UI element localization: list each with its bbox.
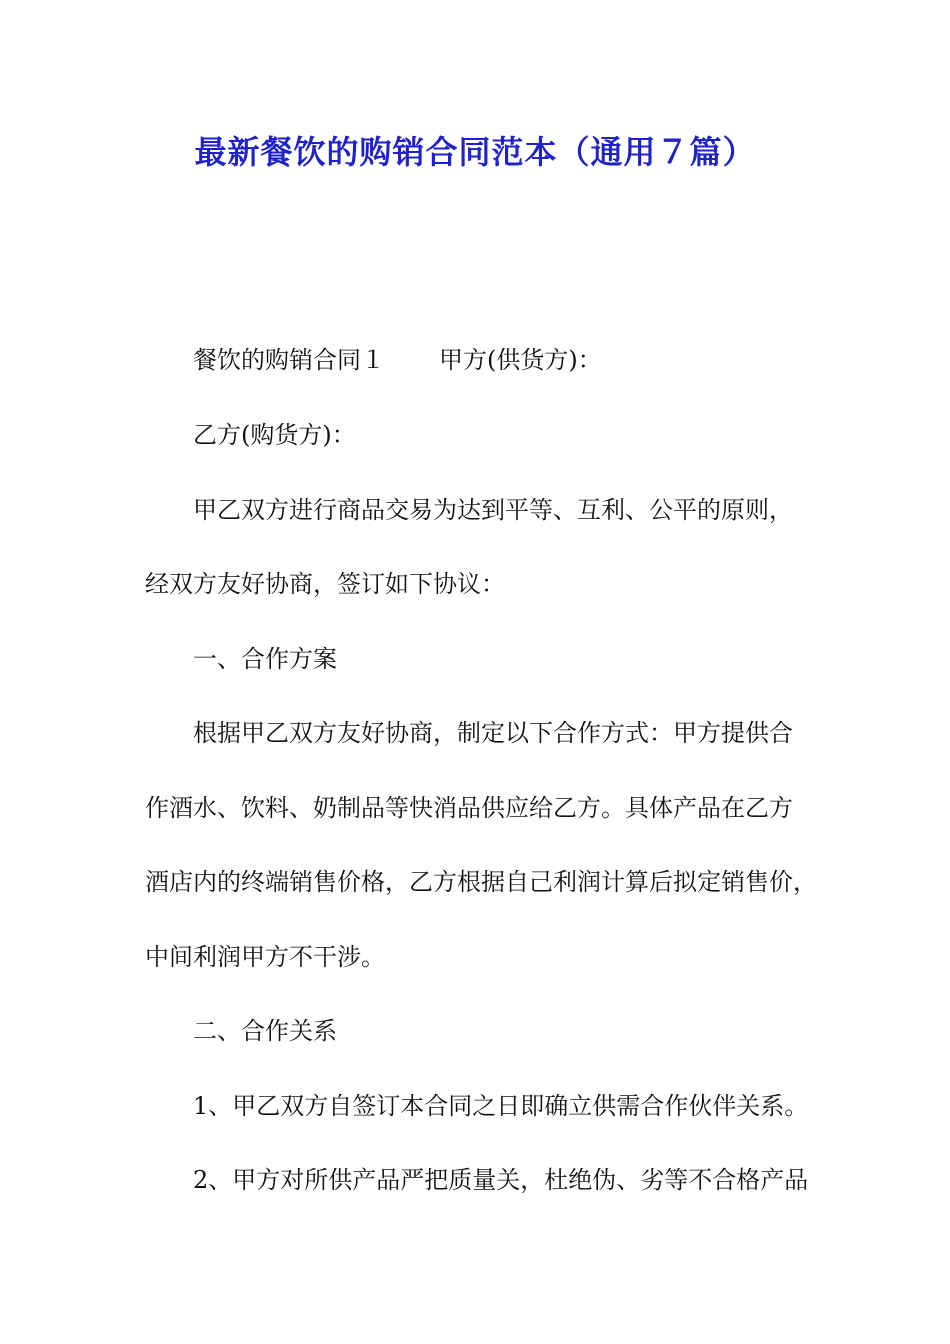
paragraph-line: 根据甲乙双方友好协商，制定以下合作方式：甲方提供合	[193, 719, 793, 747]
paragraph-line: 酒店内的终端销售价格，乙方根据自己利润计算后拟定销售价，	[145, 868, 817, 896]
paragraph-line: 甲乙双方进行商品交易为达到平等、互利、公平的原则，	[193, 496, 793, 524]
party-b-label: 乙方(购货方)：	[193, 421, 356, 449]
document-title: 最新餐饮的购销合同范本（通用７篇）	[194, 133, 756, 171]
section-heading: 二、合作关系	[193, 1017, 337, 1045]
paragraph-line: 经双方友好协商，签订如下协议：	[145, 570, 505, 598]
clause-line: 1、甲乙双方自签订本合同之日即确立供需合作伙伴关系。	[193, 1092, 809, 1120]
contract-name: 餐饮的购销合同１	[193, 346, 385, 374]
section-heading: 一、合作方案	[193, 645, 337, 673]
clause-line: 2、甲方对所供产品严把质量关，杜绝伪、劣等不合格产品	[193, 1166, 809, 1194]
party-a-label: 甲方(供货方)：	[439, 346, 602, 374]
paragraph-line: 作酒水、饮料、奶制品等快消品供应给乙方。具体产品在乙方	[145, 794, 793, 822]
paragraph-line: 中间利润甲方不干涉。	[145, 943, 385, 971]
contract-heading-line	[193, 342, 602, 378]
